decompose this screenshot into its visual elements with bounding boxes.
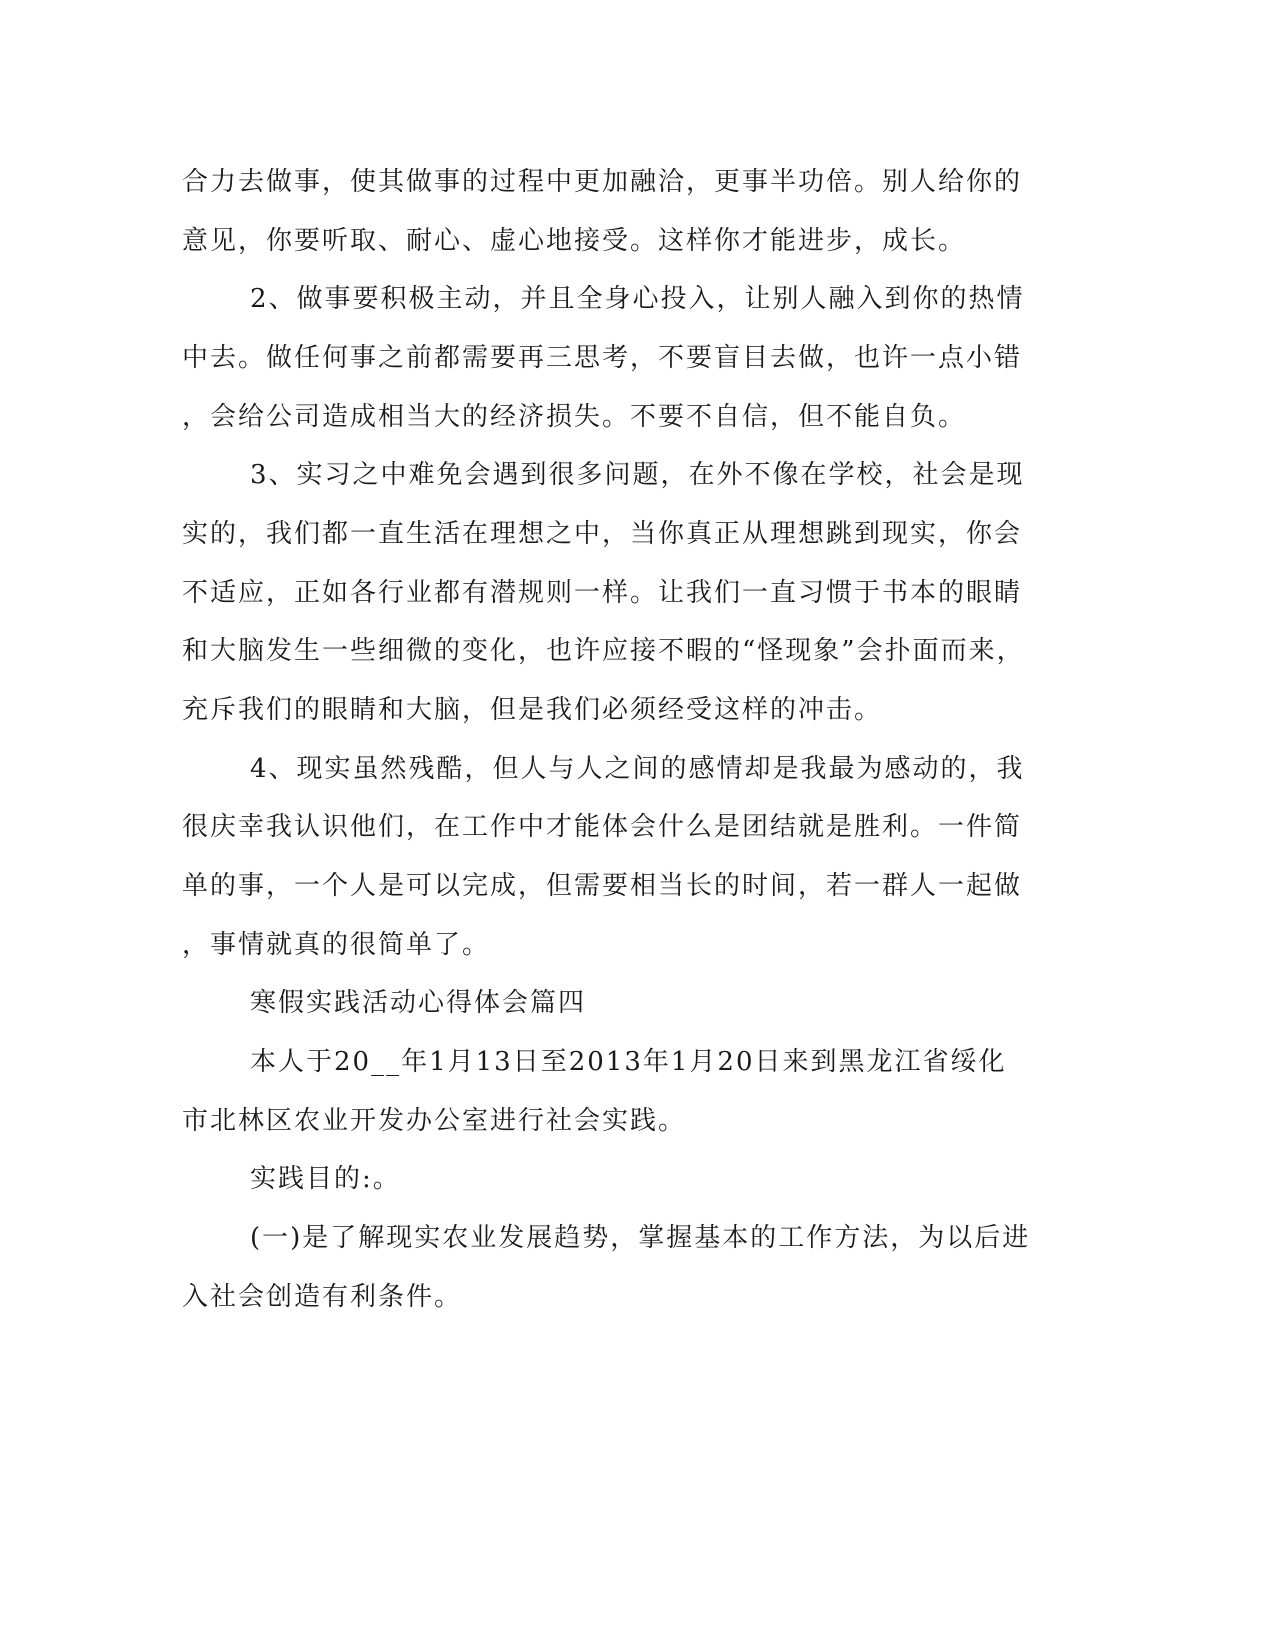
section-heading: 寒假实践活动心得体会篇四 xyxy=(250,988,587,1018)
text-line-4: 中去。做任何事之前都需要再三思考，不要盲目去做，也许一点小错 xyxy=(182,343,1023,373)
text-line-1: 合力去做事，使其做事的过程中更加融洽，更事半功倍。别人给你的 xyxy=(182,167,1023,197)
text-line-5: ，会给公司造成相当大的经济损失。不要不自信，但不能自负。 xyxy=(182,402,967,432)
text-line-14: ，事情就真的很简单了。 xyxy=(182,930,491,960)
text-line-13: 单的事，一个人是可以完成，但需要相当长的时间，若一群人一起做 xyxy=(182,871,1023,901)
text-line-12: 很庆幸我认识他们，在工作中才能体会什么是团结就是胜利。一件简 xyxy=(182,812,1023,842)
text-line-6: 3、实习之中难免会遇到很多问题，在外不像在学校，社会是现 xyxy=(250,460,1025,490)
text-line-3: 2、做事要积极主动，并且全身心投入，让别人融入到你的热情 xyxy=(250,284,1025,314)
text-line-9: 和大脑发生一些细微的变化，也许应接不暇的“怪现象”会扑面而来， xyxy=(182,636,1025,666)
text-line-16: 本人于20__年1月13日至2013年1月20日来到黑龙江省绥化 xyxy=(250,1047,1007,1077)
text-line-8: 不适应，正如各行业都有潜规则一样。让我们一直习惯于书本的眼睛 xyxy=(182,578,1023,608)
text-line-19: (一)是了解现实农业发展趋势，掌握基本的工作方法，为以后进 xyxy=(250,1223,1031,1253)
text-line-11: 4、现实虽然残酷，但人与人之间的感情却是我最为感动的，我 xyxy=(250,754,1025,784)
text-line-7: 实的，我们都一直生活在理想之中，当你真正从理想跳到现实，你会 xyxy=(182,519,1023,549)
text-line-20: 入社会创造有利条件。 xyxy=(182,1282,463,1312)
text-line-18: 实践目的:。 xyxy=(250,1164,401,1194)
text-line-17: 市北林区农业开发办公室进行社会实践。 xyxy=(182,1106,687,1136)
text-line-10: 充斥我们的眼睛和大脑，但是我们必须经受这样的冲击。 xyxy=(182,695,883,725)
text-line-2: 意见，你要听取、耐心、虚心地接受。这样你才能进步，成长。 xyxy=(182,226,967,256)
